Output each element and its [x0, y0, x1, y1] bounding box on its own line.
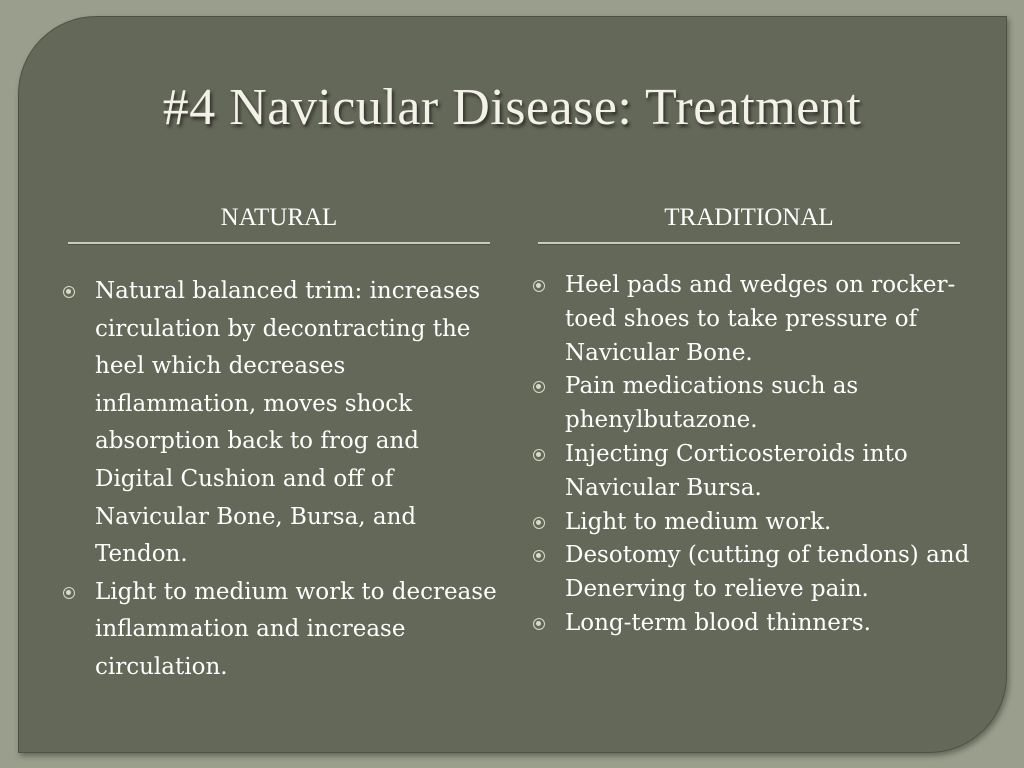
circled-dot-bullet-icon: [63, 286, 75, 298]
column-divider-traditional: [538, 242, 960, 244]
bullet-text: Pain medications such as phenylbutazone.: [565, 373, 859, 434]
circled-dot-bullet-icon: [533, 618, 545, 630]
circled-dot-bullet-icon: [533, 280, 545, 292]
circled-dot-bullet-icon: [533, 381, 545, 393]
bullet-text: Heel pads and wedges on rocker-toed shoes to take pressure of Navicular Bone.: [565, 272, 956, 366]
circled-dot-bullet-icon: [533, 550, 545, 562]
bullet-text: Long-term blood thinners.: [565, 609, 871, 636]
bullet-text: Natural balanced trim: increases circulation by decontracting the heel which decreases inflammation, moves shock absorption back to frog and Digital Cushion and off of Navicular Bone, Bursa, and Tendon.: [95, 278, 481, 568]
natural-bullet-list: [60, 273, 500, 687]
list-item: [60, 574, 500, 687]
bullet-text: Light to medium work.: [565, 508, 832, 535]
slide-title: #4 Navicular Disease: Treatment: [162, 79, 862, 136]
list-item: [530, 506, 970, 540]
list-item: [530, 370, 970, 438]
traditional-bullet-list: [530, 269, 970, 641]
column-divider-natural: [68, 242, 490, 244]
column-header-traditional: TRADITIONAL: [664, 204, 834, 231]
list-item: [530, 539, 970, 607]
circled-dot-bullet-icon: [63, 587, 75, 599]
list-item: [530, 607, 970, 641]
list-item: [530, 438, 970, 506]
circled-dot-bullet-icon: [533, 517, 545, 529]
bullet-text: Desotomy (cutting of tendons) and Denerving to relieve pain.: [565, 542, 970, 603]
column-header-natural: NATURAL: [220, 204, 338, 231]
list-item: [60, 273, 500, 574]
bullet-text: Light to medium work to decrease inflammation and increase circulation.: [95, 578, 497, 680]
bullet-text: Injecting Corticosteroids into Navicular Bursa.: [565, 440, 908, 501]
list-item: [530, 269, 970, 370]
circled-dot-bullet-icon: [533, 449, 545, 461]
